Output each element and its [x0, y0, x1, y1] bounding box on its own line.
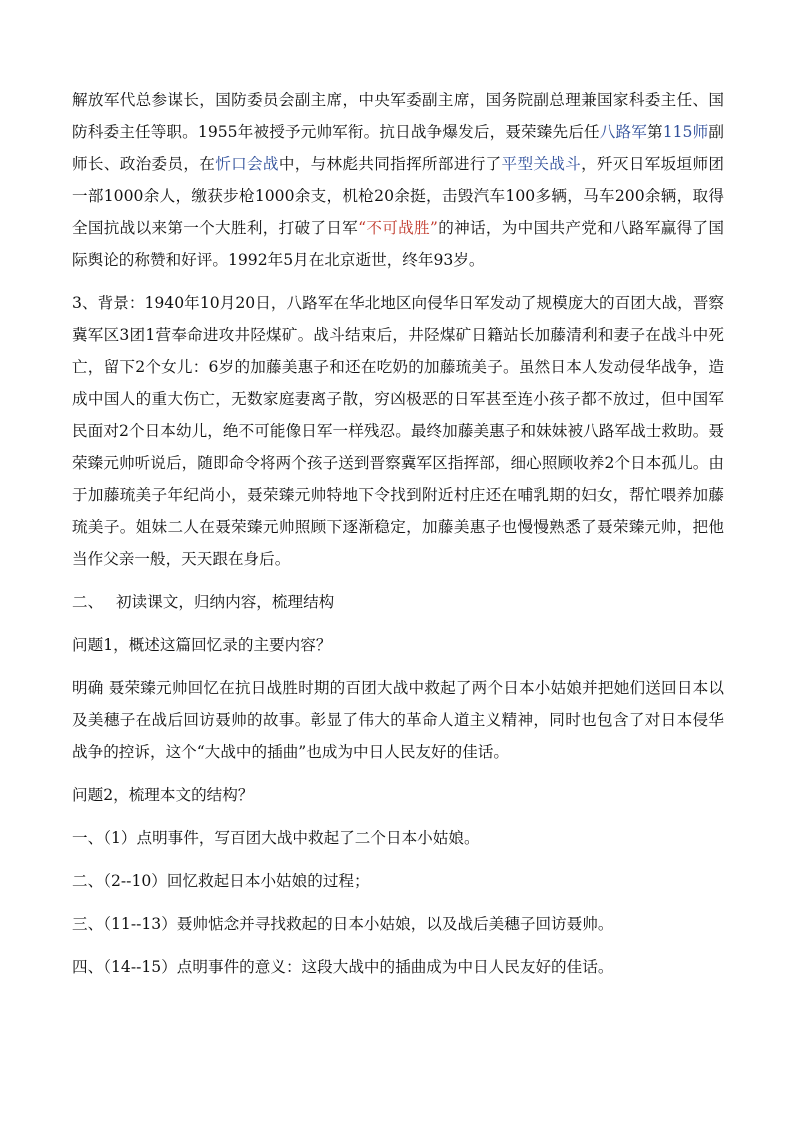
section-heading: 二、 初读课文，归纳内容，梳理结构 — [72, 593, 335, 611]
question-2: 问题2，梳理本文的结构？ — [72, 786, 254, 804]
quote-invincible: “不可战胜” — [358, 219, 438, 237]
structure-item: 一、（1）点明事件，写百团大战中救起了二个日本小姑娘。 — [72, 829, 480, 847]
structure-item: 三、（11--13）聂帅惦念并寻找救起的日本小姑娘，以及战后美穗子回访聂帅。 — [72, 915, 614, 933]
bio-text: ，歼灭日军坂垣师团一部1000余人，缴获步枪1000余支，机枪20余挺，击毁汽车100多辆，马车200余辆，取得全国抗战以来第一个大胜利，打破了日军 — [72, 155, 724, 237]
bio-text: 副师长、政治委员，在 — [72, 123, 724, 173]
bio-paragraph — [72, 84, 724, 276]
structure-item: 四、（14--15）点明事件的意义：这段大战中的插曲成为中日人民友好的佳话。 — [72, 958, 614, 976]
document-page — [72, 84, 724, 983]
link-balujun[interactable]: 八路军 — [599, 123, 647, 141]
answer-1: 明确 聂荣臻元帅回忆在抗日战胜时期的百团大战中救起了两个日本小姑娘并把她们送回日本以及美穗子在战后回访聂帅的故事。彰显了伟大的革命人道主义精神，同时也包含了对日本侵华战争的控诉，这个“大战中的插曲”也成为中日人民友好的佳话。 — [72, 679, 724, 761]
link-xinkou-battle[interactable]: 忻口会战 — [215, 155, 279, 173]
bio-text: 中，与林彪共同指挥所部进行了 — [278, 155, 502, 173]
bio-text: 解放军代总参谋长，国防委员会副主席，中央军委副主席，国务院副总理兼国家科委主任、国防科委主任等职。1955年被授予元帅军衔。抗日战争爆发后，聂荣臻先后任 — [72, 91, 724, 141]
background-paragraph: 3、背景：1940年10月20日，八路军在华北地区向侵华日军发动了规模庞大的百团大战，晋察冀军区3团1营奉命进攻井陉煤矿。战斗结束后，井陉煤矿日籍站长加藤清利和妻子在战斗中死亡，留下2个女儿：6岁的加藤美惠子和还在吃奶的加藤琉美子。虽然日本人发动侵华战争，造成中国人的重大伤亡，无数家庭妻离子散，穷凶极恶的日军甚至连小孩子都不放过，但中国军民面对2个日本幼儿，绝不可能像日军一样残忍。最终加藤美惠子和妹妹被八路军战士救助。聂荣臻元帅听说后，随即命令将两个孩子送到晋察冀军区指挥部，细心照顾收养2个日本孤儿。由于加藤琉美子年纪尚小，聂荣臻元帅特地下令找到附近村庄还在哺乳期的妇女，帮忙喂养加藤琉美子。姐妹二人在聂荣臻元帅照顾下逐渐稳定，加藤美惠子也慢慢熟悉了聂荣臻元帅，把他当作父亲一般，天天跟在身后。 — [72, 294, 724, 568]
bio-text: 的神话，为中国共产党和八路军赢得了国际舆论的称赞和好评。1992年5月在北京逝世，终年93岁。 — [72, 219, 724, 269]
link-115-division[interactable]: 115师 — [662, 123, 709, 141]
link-pingxingguan[interactable]: 平型关战斗 — [501, 155, 582, 173]
bio-text: 第 — [646, 123, 663, 141]
question-1: 问题1，概述这篇回忆录的主要内容？ — [72, 636, 332, 654]
structure-item: 二、（2--10）回忆救起日本小姑娘的过程； — [72, 872, 370, 890]
